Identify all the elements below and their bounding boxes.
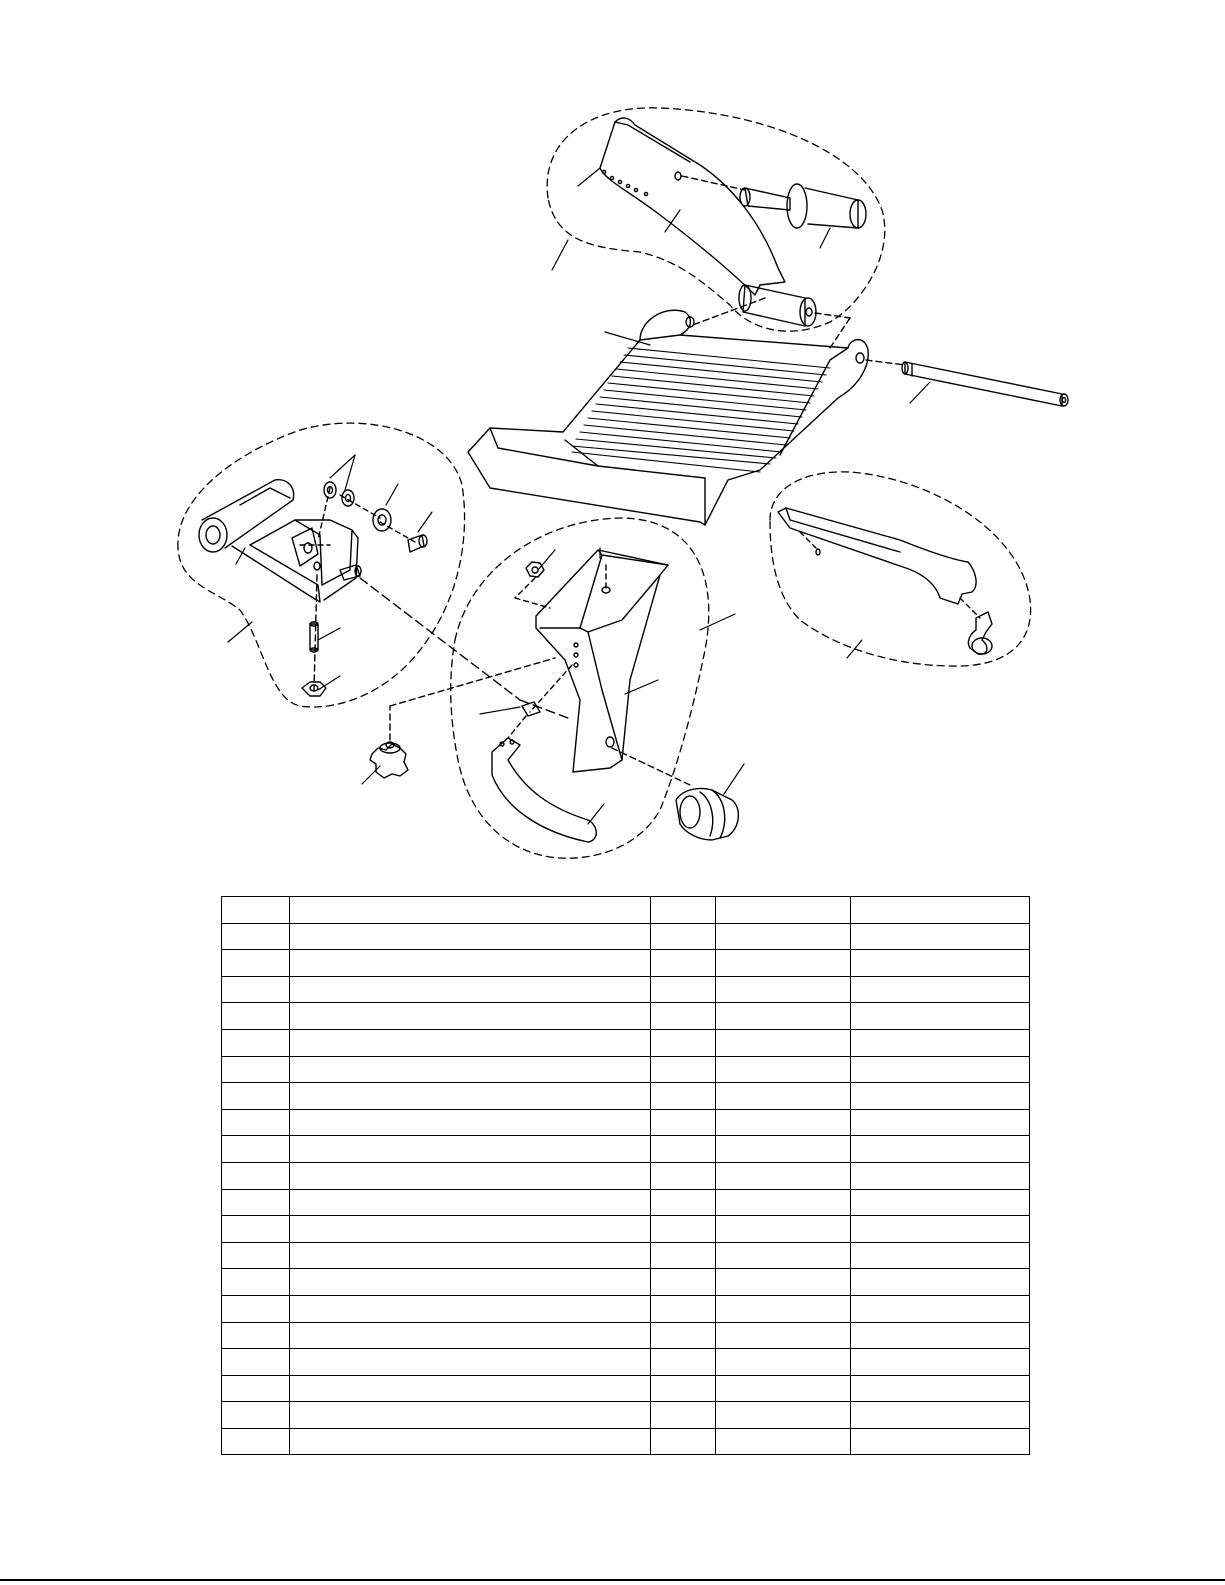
- table-cell: [851, 1003, 1030, 1030]
- table-row: [222, 1375, 1030, 1402]
- table-cell: [290, 1029, 651, 1056]
- table-cell: [651, 1375, 716, 1402]
- table-cell: [716, 1029, 851, 1056]
- table-row: [222, 1269, 1030, 1296]
- table-cell: [290, 1322, 651, 1349]
- table-cell: [851, 1056, 1030, 1083]
- table-row: [222, 1029, 1030, 1056]
- table-cell: [851, 1322, 1030, 1349]
- table-cell: [290, 1189, 651, 1216]
- table-row: [222, 1428, 1030, 1455]
- left-bracket-assembly: [199, 480, 568, 718]
- table-row: [222, 1189, 1030, 1216]
- table-cell: [716, 976, 851, 1003]
- table-row: [222, 950, 1030, 977]
- table-row: [222, 897, 1030, 924]
- tray-frame: [468, 310, 868, 525]
- table-row: [222, 923, 1030, 950]
- table-cell: [651, 950, 716, 977]
- table-cell: [851, 976, 1030, 1003]
- table-cell: [716, 923, 851, 950]
- table-cell: [851, 1162, 1030, 1189]
- table-row: [222, 976, 1030, 1003]
- table-cell: [290, 1349, 651, 1376]
- right-arm-group-outline: [770, 472, 1031, 666]
- table-cell: [716, 897, 851, 924]
- tray-ribs: [572, 348, 830, 472]
- table-cell: [651, 1242, 716, 1269]
- table-cell: [651, 1109, 716, 1136]
- table-cell: [290, 1402, 651, 1429]
- table-cell: [222, 1295, 290, 1322]
- spacer-bushing: [373, 509, 391, 531]
- table-cell: [851, 1216, 1030, 1243]
- table-cell: [222, 1029, 290, 1056]
- table-cell: [851, 1269, 1030, 1296]
- table-cell: [851, 1428, 1030, 1455]
- table-cell: [851, 897, 1030, 924]
- table-cell: [851, 1375, 1030, 1402]
- table-cell: [851, 1242, 1030, 1269]
- table-cell: [716, 1109, 851, 1136]
- table-cell: [716, 950, 851, 977]
- table-cell: [651, 1269, 716, 1296]
- table-cell: [651, 1216, 716, 1243]
- bracket-tube-end: [199, 518, 227, 552]
- clip-bracket: [522, 702, 540, 716]
- table-cell: [716, 1269, 851, 1296]
- table-cell: [290, 923, 651, 950]
- table-cell: [716, 1428, 851, 1455]
- table-cell: [716, 1295, 851, 1322]
- table-cell: [222, 1056, 290, 1083]
- support-nut: [526, 562, 544, 577]
- table-cell: [716, 1083, 851, 1110]
- table-cell: [222, 1109, 290, 1136]
- table-row: [222, 1162, 1030, 1189]
- table-cell: [222, 976, 290, 1003]
- table-cell: [716, 1189, 851, 1216]
- table-cell: [290, 1136, 651, 1163]
- table-row: [222, 1083, 1030, 1110]
- center-support-assembly: [370, 550, 738, 842]
- table-cell: [851, 1295, 1030, 1322]
- table-cell: [222, 1136, 290, 1163]
- table-cell: [290, 1242, 651, 1269]
- table-cell: [222, 923, 290, 950]
- table-cell: [222, 897, 290, 924]
- lever-pins: [602, 170, 647, 195]
- table-cell: [651, 923, 716, 950]
- table-row: [222, 1295, 1030, 1322]
- table-cell: [222, 1349, 290, 1376]
- table-cell: [290, 1162, 651, 1189]
- lever-sleeve: [739, 285, 850, 326]
- table-cell: [716, 1216, 851, 1243]
- table-cell: [290, 1083, 651, 1110]
- table-cell: [716, 1003, 851, 1030]
- table-cell: [290, 1003, 651, 1030]
- group-outlines: [178, 108, 1031, 858]
- lever-hole: [675, 172, 681, 180]
- table-cell: [222, 1189, 290, 1216]
- table-row: [222, 1242, 1030, 1269]
- table-cell: [651, 976, 716, 1003]
- parts-list-body: [222, 897, 1030, 1455]
- table-cell: [222, 950, 290, 977]
- table-cell: [851, 1136, 1030, 1163]
- table-row: [222, 1109, 1030, 1136]
- table-cell: [222, 1242, 290, 1269]
- table-cell: [851, 1029, 1030, 1056]
- table-cell: [290, 976, 651, 1003]
- table-cell: [290, 1375, 651, 1402]
- table-cell: [290, 1269, 651, 1296]
- table-cell: [222, 1083, 290, 1110]
- table-cell: [290, 1295, 651, 1322]
- grip-knob: [740, 184, 866, 228]
- table-cell: [222, 1375, 290, 1402]
- table-cell: [651, 1162, 716, 1189]
- parts-list-table: [221, 896, 1030, 1455]
- table-cell: [222, 1402, 290, 1429]
- table-cell: [290, 897, 651, 924]
- table-cell: [290, 950, 651, 977]
- table-cell: [651, 1322, 716, 1349]
- pivot-rod: [902, 362, 1068, 406]
- table-cell: [851, 1109, 1030, 1136]
- ribbed-tray: [468, 310, 905, 525]
- table-cell: [651, 1428, 716, 1455]
- table-cell: [290, 1428, 651, 1455]
- top-handle-group-outline: [547, 108, 885, 331]
- page-bottom-rule: [0, 1579, 1225, 1581]
- table-cell: [851, 1402, 1030, 1429]
- table-row: [222, 1216, 1030, 1243]
- pin: [310, 622, 318, 652]
- table-cell: [851, 923, 1030, 950]
- table-cell: [651, 1349, 716, 1376]
- table-cell: [290, 1216, 651, 1243]
- table-cell: [851, 950, 1030, 977]
- table-cell: [651, 1029, 716, 1056]
- table-cell: [651, 1083, 716, 1110]
- support-body: [536, 550, 668, 772]
- table-row: [222, 1136, 1030, 1163]
- bracket-stud: [340, 565, 361, 580]
- table-cell: [651, 1056, 716, 1083]
- table-cell: [222, 1216, 290, 1243]
- table-cell: [716, 1322, 851, 1349]
- table-cell: [716, 1056, 851, 1083]
- table-row: [222, 1402, 1030, 1429]
- table-cell: [222, 1322, 290, 1349]
- round-knob: [676, 788, 738, 840]
- table-cell: [651, 1136, 716, 1163]
- table-row: [222, 1349, 1030, 1376]
- table-cell: [716, 1136, 851, 1163]
- table-cell: [222, 1269, 290, 1296]
- right-arm-assembly: [778, 508, 992, 654]
- table-cell: [716, 1242, 851, 1269]
- table-cell: [851, 1083, 1030, 1110]
- table-cell: [290, 1056, 651, 1083]
- star-knob: [370, 742, 408, 778]
- right-arm: [778, 508, 976, 604]
- curved-lever-handle: [492, 738, 596, 842]
- table-cell: [651, 1189, 716, 1216]
- bolt: [408, 535, 427, 552]
- table-cell: [222, 1162, 290, 1189]
- tray-hole-right: [856, 353, 864, 363]
- table-cell: [716, 1349, 851, 1376]
- table-row: [222, 1056, 1030, 1083]
- table-cell: [222, 1428, 290, 1455]
- table-cell: [290, 1109, 651, 1136]
- table-cell: [716, 1402, 851, 1429]
- table-cell: [651, 1295, 716, 1322]
- washer-2: [342, 490, 354, 506]
- table-row: [222, 1322, 1030, 1349]
- table-cell: [716, 1375, 851, 1402]
- table-cell: [716, 1162, 851, 1189]
- table-cell: [222, 1003, 290, 1030]
- table-cell: [651, 1402, 716, 1429]
- table-cell: [851, 1349, 1030, 1376]
- table-cell: [651, 897, 716, 924]
- top-handle-assembly: [600, 118, 866, 348]
- table-cell: [651, 1003, 716, 1030]
- table-row: [222, 1003, 1030, 1030]
- table-cell: [851, 1189, 1030, 1216]
